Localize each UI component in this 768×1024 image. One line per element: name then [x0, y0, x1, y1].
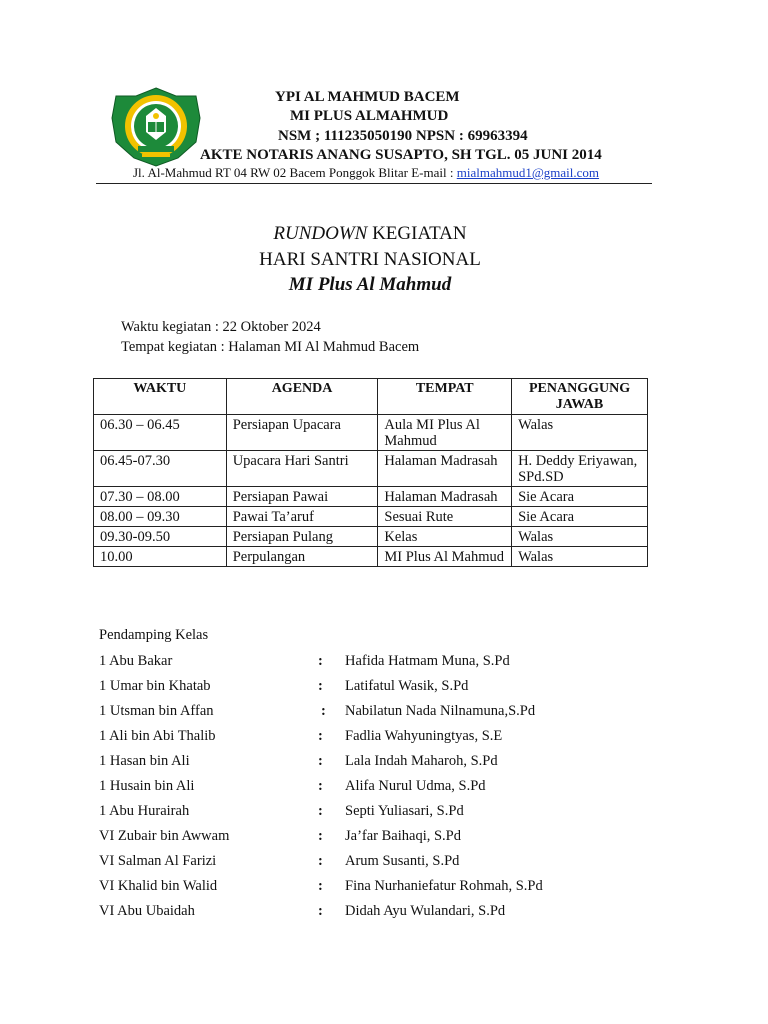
school-logo-icon: [108, 86, 204, 168]
separator: :: [318, 803, 323, 819]
kelas-name: VI Salman Al Farizi: [99, 853, 217, 869]
kelas-name: VI Khalid bin Walid: [99, 878, 218, 894]
list-item: [0, 677, 768, 697]
header-tempat: TEMPAT: [378, 379, 512, 415]
list-item: [0, 877, 768, 897]
kelas-name: VI Abu Ubaidah: [99, 903, 195, 919]
email-link[interactable]: mialmahmud1@gmail.com: [456, 165, 600, 180]
table-row: [94, 487, 648, 507]
cell-tempat: MI Plus Al Mahmud: [378, 547, 512, 567]
teacher-name: Arum Susanti, S.Pd: [345, 853, 460, 869]
doc-title-line1: [0, 222, 740, 246]
event-time: Waktu kegiatan : 22 Oktober 2024: [121, 319, 321, 335]
table-row: [94, 415, 648, 451]
teacher-name: Alifa Nurul Udma, S.Pd: [345, 778, 486, 794]
cell-agenda: Persiapan Upacara: [226, 415, 378, 451]
separator: :: [318, 878, 323, 894]
teacher-name: Nabilatun Nada Nilnamuna,S.Pd: [345, 703, 536, 719]
cell-agenda: Perpulangan: [226, 547, 378, 567]
separator: :: [321, 703, 326, 719]
doc-title-line3: MI Plus Al Mahmud: [288, 274, 452, 295]
address-line: [133, 165, 599, 181]
cell-tempat: Halaman Madrasah: [378, 451, 512, 487]
cell-tempat: Aula MI Plus Al Mahmud: [378, 415, 512, 451]
list-item: [0, 702, 768, 722]
list-item: [0, 902, 768, 922]
list-item: [0, 752, 768, 772]
header-penanggung-jawab: PENANGGUNG JAWAB: [512, 379, 648, 415]
cell-tempat: Halaman Madrasah: [378, 487, 512, 507]
title-kegiatan: KEGIATAN: [367, 223, 467, 244]
cell-pj: Sie Acara: [512, 487, 648, 507]
cell-pj: Walas: [512, 547, 648, 567]
cell-pj: Walas: [512, 415, 648, 451]
list-item: [0, 777, 768, 797]
kelas-name: 1 Ali bin Abi Thalib: [99, 728, 216, 744]
list-item: [0, 852, 768, 872]
list-item: [0, 827, 768, 847]
event-place: Tempat kegiatan : Halaman MI Al Mahmud Bacem: [121, 339, 420, 355]
cell-agenda: Upacara Hari Santri: [226, 451, 378, 487]
cell-waktu: 08.00 – 09.30: [94, 507, 227, 527]
table-row: [94, 507, 648, 527]
separator: :: [318, 828, 323, 844]
address-text: Jl. Al-Mahmud RT 04 RW 02 Bacem Ponggok Blitar E-mail :: [133, 165, 457, 180]
teacher-name: Didah Ayu Wulandari, S.Pd: [345, 903, 506, 919]
kelas-name: 1 Umar bin Khatab: [99, 678, 211, 694]
notary-deed: AKTE NOTARIS ANANG SUSAPTO, SH TGL. 05 JUNI 2014: [200, 147, 602, 163]
teacher-name: Lala Indah Maharoh, S.Pd: [345, 753, 498, 769]
cell-waktu: 10.00: [94, 547, 227, 567]
separator: :: [318, 678, 323, 694]
kelas-name: VI Zubair bin Awwam: [99, 828, 230, 844]
separator: :: [318, 853, 323, 869]
teacher-name: Fina Nurhaniefatur Rohmah, S.Pd: [345, 878, 543, 894]
cell-agenda: Persiapan Pawai: [226, 487, 378, 507]
teacher-name: Fadlia Wahyuningtyas, S.E: [345, 728, 503, 744]
list-item: [0, 802, 768, 822]
separator: :: [318, 728, 323, 744]
cell-tempat: Kelas: [378, 527, 512, 547]
header-waktu: WAKTU: [94, 379, 227, 415]
rundown-table: [93, 378, 648, 567]
list-item: [0, 727, 768, 747]
teacher-name: Hafida Hatmam Muna, S.Pd: [345, 653, 510, 669]
kelas-name: 1 Husain bin Ali: [99, 778, 195, 794]
school-name: MI PLUS ALMAHMUD: [290, 108, 449, 124]
separator: :: [318, 753, 323, 769]
cell-pj: Walas: [512, 527, 648, 547]
teacher-name: Ja’far Baihaqi, S.Pd: [345, 828, 461, 844]
kelas-name: 1 Utsman bin Affan: [99, 703, 214, 719]
separator: :: [318, 778, 323, 794]
cell-waktu: 09.30-09.50: [94, 527, 227, 547]
header-agenda: AGENDA: [226, 379, 378, 415]
separator: :: [318, 653, 323, 669]
teacher-name: Latifatul Wasik, S.Pd: [345, 678, 469, 694]
table-row: [94, 547, 648, 567]
table-row: [94, 527, 648, 547]
doc-title-line2: HARI SANTRI NASIONAL: [259, 249, 481, 270]
letterhead-divider: [96, 183, 652, 184]
cell-waktu: 07.30 – 08.00: [94, 487, 227, 507]
nsm-npsn: NSM ; 111235050190 NPSN : 69963394: [278, 128, 528, 144]
table-row: [94, 451, 648, 487]
cell-tempat: Sesuai Rute: [378, 507, 512, 527]
cell-pj: H. Deddy Eriyawan, SPd.SD: [512, 451, 648, 487]
cell-agenda: Persiapan Pulang: [226, 527, 378, 547]
teacher-name: Septi Yuliasari, S.Pd: [345, 803, 464, 819]
separator: :: [318, 903, 323, 919]
cell-waktu: 06.45-07.30: [94, 451, 227, 487]
kelas-name: 1 Hasan bin Ali: [99, 753, 190, 769]
kelas-name: 1 Abu Bakar: [99, 653, 173, 669]
pendamping-title: Pendamping Kelas: [99, 627, 209, 643]
table-header-row: [94, 379, 648, 415]
cell-waktu: 06.30 – 06.45: [94, 415, 227, 451]
cell-pj: Sie Acara: [512, 507, 648, 527]
kelas-name: 1 Abu Hurairah: [99, 803, 190, 819]
title-rundown: RUNDOWN: [273, 223, 368, 244]
foundation-name: YPI AL MAHMUD BACEM: [275, 89, 460, 105]
cell-agenda: Pawai Ta’aruf: [226, 507, 378, 527]
list-item: [0, 652, 768, 672]
